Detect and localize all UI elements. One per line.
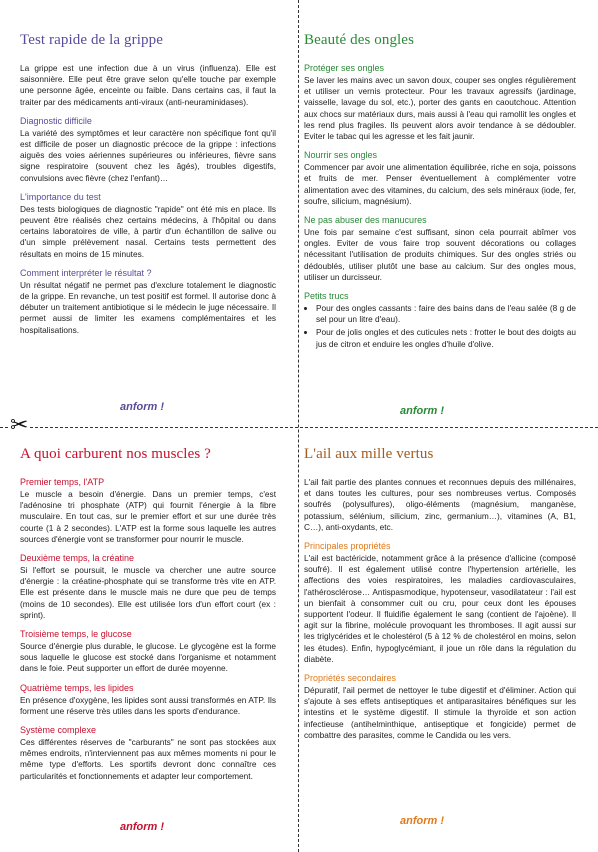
section-title: Système complexe (20, 725, 97, 736)
vertical-cut-line (298, 0, 299, 852)
panel-title: Beauté des ongles (304, 32, 415, 48)
brand-logo: anform ! (400, 815, 444, 827)
panel-grippe (20, 24, 276, 336)
section-text: Source d'énergie plus durable, le glucose. Le glycogène est la forme sous laquelle le glucose est stocké dans l'organisme et notamment dans le foie. Peut supporter un effort de durée moyenne. (20, 641, 276, 674)
section-title: Principales propriétés (304, 541, 391, 552)
tips-list (304, 303, 576, 350)
section-title: Quatrième temps, les lipides (20, 682, 134, 693)
panel-ongles (304, 24, 576, 352)
section-text: Si l'effort se poursuit, le muscle va chercher une autre source d'énergie : la créatine-phosphate qui se transforme très vite en ATP. Elle est présente dans le muscle mais ne dure que peu de temps (moins de 10 secondes). Elle est utilisée lors d'un effort court (ex : sprint). (20, 565, 276, 620)
brand-logo: anform ! (120, 821, 164, 833)
section-text: Un résultat négatif ne permet pas d'exclure totalement le diagnostic de la grippe. En revanche, un test positif est formel. Il autorise donc à débuter un traitement antibiotique si le médecin le juge nécessaire. Il permet aussi de limiter les examens complémentaires et les hospitalisations. (20, 279, 276, 335)
section-text: Le muscle a besoin d'énergie. Dans un premier temps, c'est l'adénosine tri phosphate (ATP) qui fournit l'énergie à la fibre musculaire. En tout cas, sur le premier effort et sur une durée très courte (1 à 2 secondes). L'ATP est la forme sous laquelle les autres sources d'énergie vont se transformer pour nourrir le muscle. (20, 489, 276, 544)
section-text: En présence d'oxygène, les lipides sont aussi transformés en ATP. Ils forment une réserve très utiles dans les sports d'endurance. (20, 694, 276, 716)
section-text: Des tests biologiques de diagnostic "rapide" ont été mis en place. Ils peuvent être réalisés chez certains médecins, à l'hôpital ou dans certains laboratoires de ville, à partir d'un échantillon de salive ou d'un simple prélèvement nasal. Certains tests permettent des résultats en moins de 15 minutes. (20, 203, 276, 259)
section-title: Premier temps, l'ATP (20, 477, 105, 487)
section-text: Ces différentes réserves de "carburants" ne sont pas stockées aux mêmes endroits, n'interviennent pas aux mêmes moments ni pour le même type d'efforts. Les sportifs devront donc connaître ces particularités et fonctionnements et adapter leur comportement. (20, 737, 276, 781)
brand-logo: anform ! (120, 401, 164, 413)
section-text: Une fois par semaine c'est suffisant, sinon cela pourrait abîmer vos ongles. Eviter de vous faire trop souvent décorations ou collages nécessitant l'utilisation de produits chimiques. Sur des ongles striés ou dédoublés, utiliser plutôt une base au calcium. Sur des ongles mous, utiliser un durcisseur. (304, 227, 576, 282)
list-item: • Pour de jolis ongles et des cuticules nets : frotter le bout des doigts au jus de citron et enduire les ongles d'huile d'olive. (316, 327, 576, 349)
section-title: Comment interpréter le résultat ? (20, 267, 152, 278)
section-title: L'importance du test (20, 191, 101, 202)
section-title: Deuxième temps, la créatine (20, 553, 135, 564)
section-title: Troisième temps, le glucose (20, 629, 132, 640)
horizontal-cut-line (0, 427, 598, 428)
panel-title: Test rapide de la grippe (20, 32, 163, 48)
section-title: Protéger ses ongles (304, 63, 385, 73)
panel-title: A quoi carburent nos muscles ? (20, 446, 211, 462)
section-title: Nourrir ses ongles (304, 150, 378, 161)
list-item: • Pour des ongles cassants : faire des bains dans de l'eau salée (8 g de sel pour un litre d'eau). (316, 303, 576, 325)
panel-title: L'ail aux mille vertus (304, 446, 434, 462)
section-text: La variété des symptômes et leur caractère non spécifique font qu'il est difficile de poser un diagnostic précoce de la grippe : infections aiguës des voies aériennes supérieures ou inférieures, fièvre sans signe respiratoire (souvent chez les âgés), troubles digestifs, convulsions avec fièvre (chez l'enfant)… (20, 127, 276, 183)
section-title: Ne pas abuser des manucures (304, 215, 427, 226)
panel-muscles (20, 438, 276, 782)
section-title: Petits trucs (304, 291, 349, 302)
section-title: Diagnostic difficile (20, 115, 92, 126)
section-title: Propriétés secondaires (304, 673, 397, 684)
section-text: L'ail est bactéricide, notamment grâce à la présence d'allicine (composé soufré). Il est également utilisé contre l'hypertension artérielle, les affections des voies respiratoires, les maladies cardiovasculaires, l'athérosclérose… Antispasmodique, hypotenseur, vasodilatateur : l'ail est un bienfait à consommer cuit ou cru, pour ceux dont les épouses supportent l'odeur. Il fluidifie également le sang (contient de l'ajoène). Il agit sur la fibrine, molécule provoquant les thromboses. Il agit aussi sur les triglycérides et le cholestérol (5 à 12 % de cholestérol en moins, selon les études). Enfin, hypoglycémiant, il joue un rôle dans la régulation du diabète. (304, 553, 576, 664)
section-text: Commencer par avoir une alimentation équilibrée, riche en soja, poissons et fruits de mer. Penser éventuellement à complémenter votre alimentation avec des vitamines, du calcium, des sels minéraux (iode, fer, soufre, silicium, magnésium). (304, 162, 576, 206)
section-text: Se laver les mains avec un savon doux, couper ses ongles régulièrement et utiliser un vernis protecteur. Pour les travaux agressifs (jardinage, vaisselle, lavage du sol, etc.), porter des gants en caoutchouc. Attention aux chocs sur matériaux durs, mais aussi à l'eau qui ramollit les ongles et les rend plus fragiles. Ils peuvent alors avoir tendance à se dédoubler. Eviter le tabac qui les agresse et les fait jaunir. (304, 75, 576, 142)
section-text: Dépuratif, l'ail permet de nettoyer le tube digestif et d'éliminer. Action qui s'ajoute à ses effets antiseptiques et antiparasitaires bénéfiques sur les intestins et le système digestif. Il stimule la thyroïde et son action infectieuse (antihelminthique, antiseptique et fongicide) permet de combattre des parasites, comme le Candida ou les vers. (304, 685, 576, 740)
panel-intro: La grippe est une infection due à un virus (influenza). Elle est saisonnière. Elle peut être grave selon qu'elle touche par exemple une personne âgée, enceinte ou faible. Dans certains cas, il faut la traiter par des médicaments anti-viraux (anti-neuraminidases). (20, 63, 276, 107)
scissors-icon: ✂ (10, 412, 29, 437)
panel-ail (304, 438, 576, 741)
brand-logo: anform ! (400, 405, 444, 417)
panel-intro: L'ail fait partie des plantes connues et reconnues depuis des millénaires, et dans toutes les cultures, pour ses nombreuses vertus. Composés soufrés (polysulfures), oligo-éléments (magnésium, manganèse, potassium, sélénium, silicium, zinc, germanium…), vitamines (A, B1, C…), anti-oxydants, etc. (304, 477, 576, 532)
